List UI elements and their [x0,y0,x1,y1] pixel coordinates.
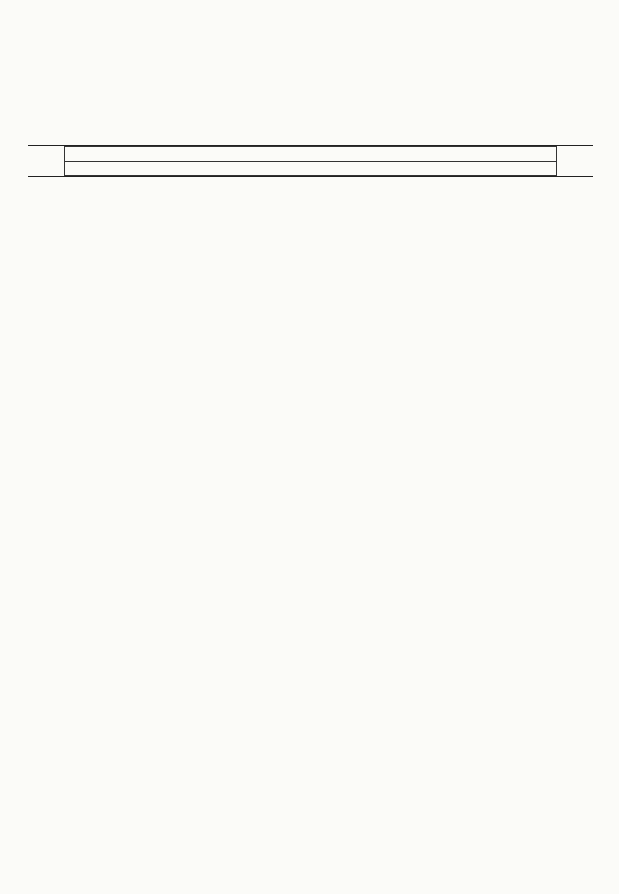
right-pressure-header [557,147,593,176]
data-table [28,145,593,177]
left-pressure-header [28,147,64,176]
page-header [591,62,595,78]
fraction-header [64,147,557,162]
height-header [64,162,557,176]
